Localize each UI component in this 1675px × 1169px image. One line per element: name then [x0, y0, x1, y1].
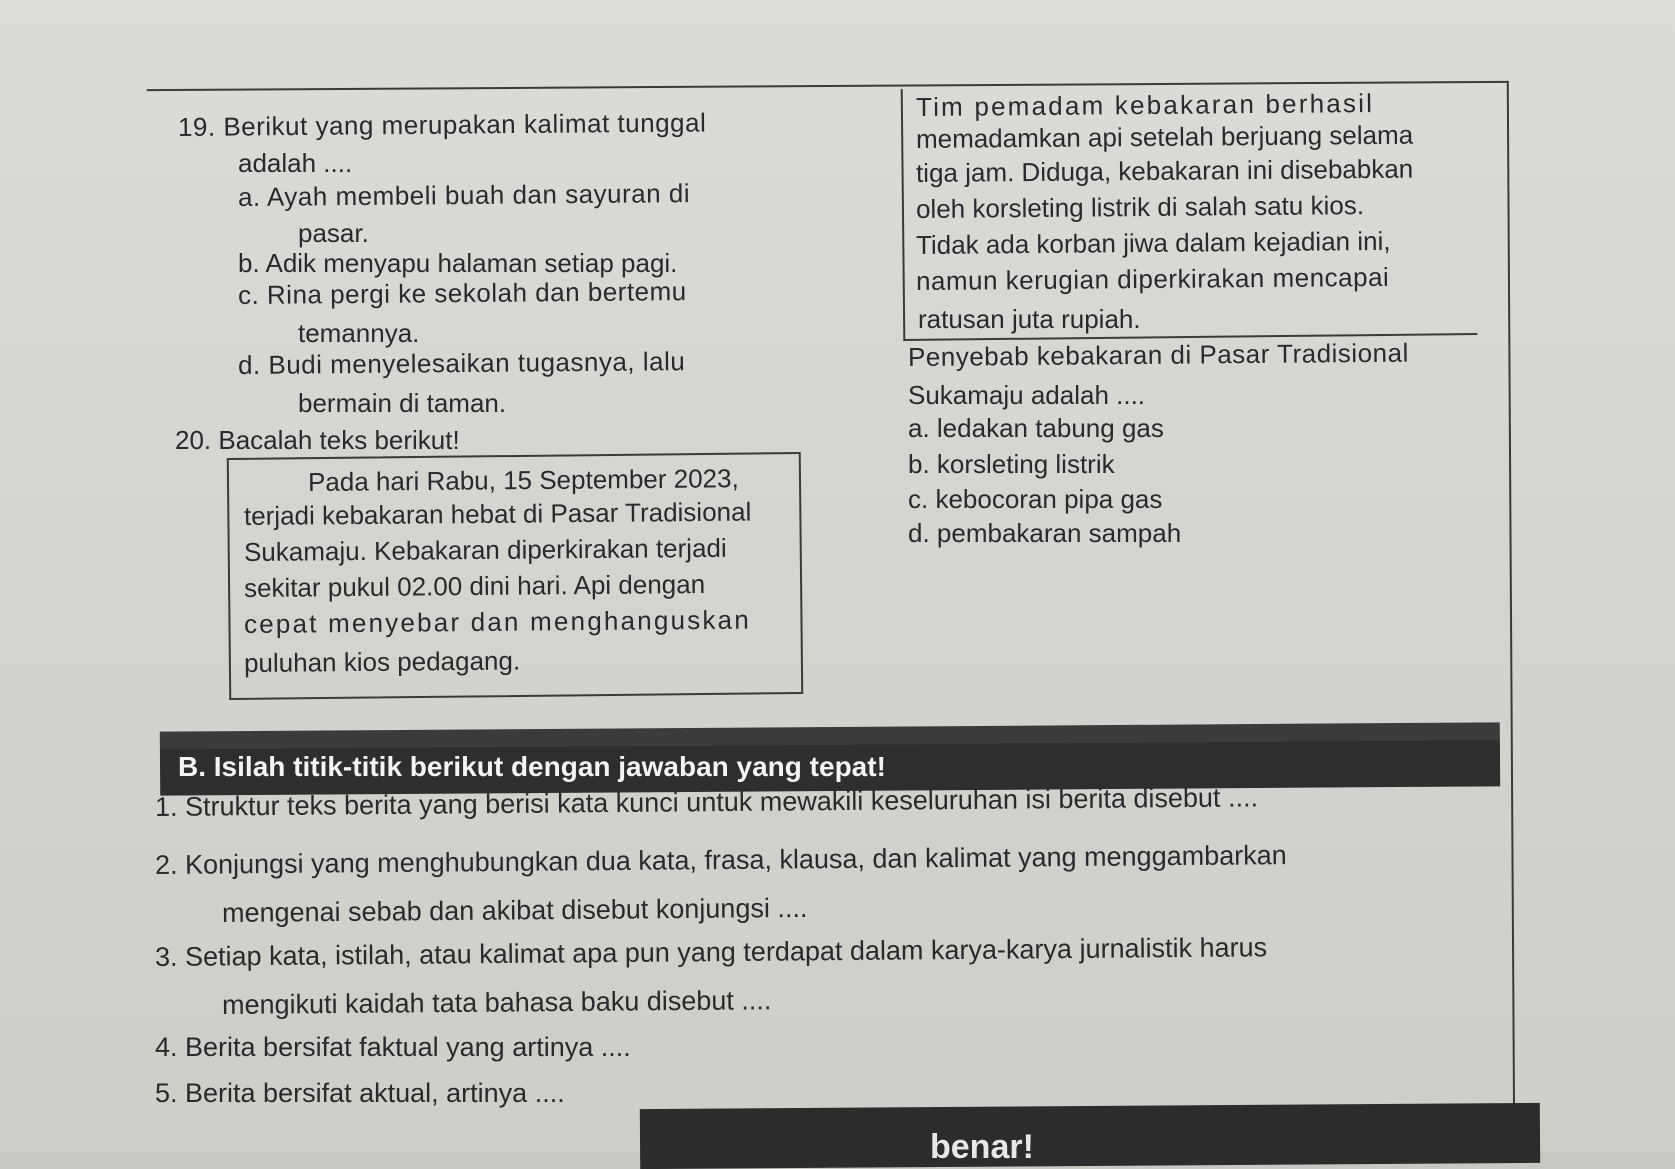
news-text-line: sekitar pukul 02.00 dini hari. Api dengan	[243, 568, 706, 603]
news-text-line: cepat menyebar dan menghanguskan	[243, 604, 752, 639]
news-text-line: Tim pemadam kebakaran berhasil	[915, 88, 1375, 122]
section-c-heading-fragment: benar!	[930, 1128, 1034, 1166]
q20-option-b: b. korsleting listrik	[908, 449, 1115, 479]
q19-option-c: c. Rina pergi ke sekolah dan bertemu	[237, 276, 687, 310]
news-text-line: puluhan kios pedagang.	[243, 645, 521, 678]
q19-option-d-cont: bermain di taman.	[298, 388, 507, 418]
section-c-banner	[640, 1103, 1540, 1169]
news-text-line: ratusan juta rupiah.	[918, 304, 1141, 334]
section-b-item-3-cont: mengikuti kaidah tata bahasa baku disebut ....	[221, 985, 772, 1020]
news-text-line: Pada hari Rabu, 15 September 2023,	[307, 463, 739, 497]
q20-question: Penyebab kebakaran di Pasar Tradisional	[907, 337, 1409, 372]
q19-option-a: a. Ayah membeli buah dan sayuran di	[237, 178, 691, 212]
news-text-line: Sukamaju. Kebakaran diperkirakan terjadi	[243, 532, 727, 567]
news-text-line: oleh korsleting listrik di salah satu kios.	[915, 190, 1365, 224]
section-b-item-5: 5. Berita bersifat aktual, artinya ....	[155, 1078, 565, 1108]
q19-option-d: d. Budi menyelesaikan tugasnya, lalu	[237, 346, 686, 380]
q19-option-c-cont: temannya.	[298, 318, 420, 348]
q20-stem: 20. Bacalah teks berikut!	[175, 425, 460, 455]
news-text-line: terjadi kebakaran hebat di Pasar Tradisional	[243, 496, 752, 531]
q19-stem: 19. Berikut yang merupakan kalimat tunggal	[177, 107, 707, 142]
section-b-item-1: 1. Struktur teks berita yang berisi kata kunci untuk mewakili keseluruhan isi berita disebut ....	[154, 782, 1259, 822]
q19-option-b: b. Adik menyapu halaman setiap pagi.	[238, 248, 678, 278]
q20-option-c: c. kebocoran pipa gas	[908, 484, 1163, 514]
q20-option-d: d. pembakaran sampah	[908, 518, 1182, 548]
q19-option-a-cont: pasar.	[298, 218, 369, 248]
q20-question-cont: Sukamaju adalah ....	[908, 380, 1146, 410]
section-b-item-2: 2. Konjungsi yang menghubungkan dua kata, frasa, klausa, dan kalimat yang menggambarkan	[154, 840, 1287, 880]
section-b-heading: B. Isilah titik-titik berikut dengan jawaban yang tepat!	[178, 751, 886, 782]
news-text-line: namun kerugian diperkirakan mencapai	[915, 261, 1390, 296]
q20-option-a: a. ledakan tabung gas	[908, 413, 1164, 443]
news-text-line: Tidak ada korban jiwa dalam kejadian ini,	[915, 225, 1391, 260]
section-b-item-3: 3. Setiap kata, istilah, atau kalimat apa pun yang terdapat dalam karya-karya jurnalistik harus	[154, 932, 1268, 972]
news-text-line: tiga jam. Diduga, kebakaran ini disebabkan	[915, 153, 1414, 188]
news-text-line: memadamkan api setelah berjuang selama	[915, 119, 1414, 154]
section-b-item-4: 4. Berita bersifat faktual yang artinya ....	[155, 1032, 631, 1062]
section-b-item-2-cont: mengenai sebab dan akibat disebut konjungsi ....	[221, 892, 808, 928]
q19-stem-cont: adalah ....	[238, 148, 353, 178]
